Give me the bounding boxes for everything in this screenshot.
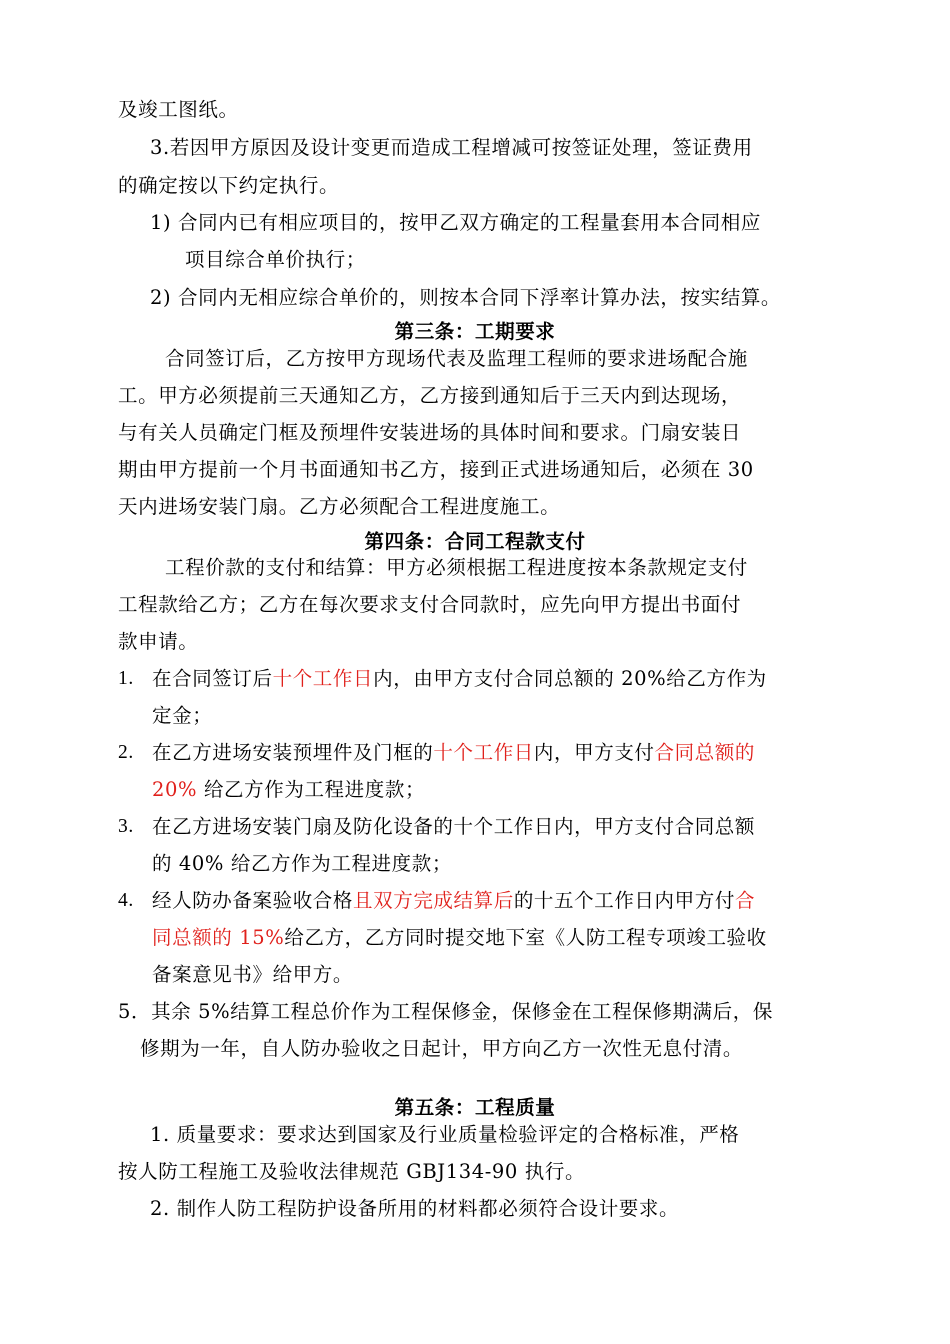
list-item-line: 在乙方进场安装门扇及防化设备的十个工作日内，甲方支付合同总额 bbox=[152, 815, 756, 838]
list-item-line: 备案意见书》给甲方。 bbox=[152, 963, 354, 986]
list-number: 4. bbox=[118, 890, 134, 911]
list-item-line bbox=[152, 739, 755, 767]
paragraph-line: 天内进场安装门扇。乙方必须配合工程进度施工。 bbox=[118, 495, 561, 518]
list-item-line bbox=[152, 776, 425, 804]
highlight-text: 20% bbox=[152, 778, 198, 801]
list-item-line: 修期为一年，自人防办验收之日起计，甲方向乙方一次性无息付清。 bbox=[140, 1037, 744, 1060]
list-number: 2. bbox=[118, 742, 134, 763]
list-number: 1. bbox=[118, 668, 134, 689]
paragraph-line: 款申请。 bbox=[118, 630, 199, 653]
list-item-line bbox=[152, 924, 767, 952]
paragraph-line: 与有关人员确定门框及预埋件安装进场的具体时间和要求。门扇安装日 bbox=[118, 421, 742, 444]
list-item-line: 5．其余 5%结算工程总价作为工程保修金，保修金在工程保修期满后，保 bbox=[118, 1000, 773, 1023]
paragraph-line: 1. 质量要求：要求达到国家及行业质量检验评定的合格标准，严格 bbox=[150, 1123, 740, 1146]
list-number: 3. bbox=[118, 816, 134, 837]
highlight-text: 且双方完成结算后 bbox=[353, 889, 514, 912]
highlight-text: 同总额的 15% bbox=[152, 926, 285, 949]
text-run: 在乙方进场安装预埋件及门框的 bbox=[152, 741, 434, 764]
text-run: 内，甲方支付 bbox=[533, 741, 655, 764]
list-item-line: 1) 合同内已有相应项目的，按甲乙双方确定的工程量套用本合同相应 bbox=[150, 211, 761, 234]
paragraph-line: 3.若因甲方原因及设计变更而造成工程增减可按签证处理，签证费用 bbox=[150, 136, 753, 159]
list-item-line bbox=[152, 887, 755, 915]
section-heading-3: 第三条：工期要求 bbox=[394, 320, 556, 343]
text-run: 给乙方，乙方同时提交地下室《人防工程专项竣工验收 bbox=[284, 926, 767, 949]
section-heading-4: 第四条：合同工程款支付 bbox=[364, 530, 586, 553]
list-item-line: 定金； bbox=[152, 704, 213, 727]
paragraph-line: 按人防工程施工及验收法律规范 GBJ134-90 执行。 bbox=[118, 1160, 586, 1183]
list-item-line bbox=[152, 665, 767, 693]
list-item-line: 2) 合同内无相应综合单价的，则按本合同下浮率计算办法，按实结算。 bbox=[150, 286, 782, 309]
paragraph-line: 工程款给乙方；乙方在每次要求支付合同款时，应先向甲方提出书面付 bbox=[118, 593, 742, 616]
highlight-text: 十个工作日 bbox=[272, 667, 374, 690]
section-heading-5: 第五条：工程质量 bbox=[394, 1096, 556, 1119]
paragraph-line: 及竣工图纸。 bbox=[118, 98, 239, 121]
text-run: 经人防办备案验收合格 bbox=[152, 889, 354, 912]
text-run: 在合同签订后 bbox=[152, 667, 273, 690]
highlight-text: 合同总额的 bbox=[654, 741, 756, 764]
paragraph-line: 合同签订后，乙方按甲方现场代表及监理工程师的要求进场配合施 bbox=[165, 347, 748, 370]
paragraph-line: 工。甲方必须提前三天通知乙方，乙方接到通知后于三天内到达现场， bbox=[118, 384, 742, 407]
list-item-line: 的 40% 给乙方作为工程进度款； bbox=[152, 852, 452, 875]
text-run: 内，由甲方支付合同总额的 20%给乙方作为 bbox=[373, 667, 767, 690]
paragraph-line: 工程价款的支付和结算：甲方必须根据工程进度按本条款规定支付 bbox=[165, 556, 748, 579]
paragraph-line: 期由甲方提前一个月书面通知书乙方，接到正式进场通知后，必须在 30 bbox=[118, 458, 754, 481]
list-item-line: 项目综合单价执行； bbox=[185, 248, 366, 271]
paragraph-line: 2. 制作人防工程防护设备所用的材料都必须符合设计要求。 bbox=[150, 1197, 680, 1220]
paragraph-line: 的确定按以下约定执行。 bbox=[118, 174, 340, 197]
highlight-text: 十个工作日 bbox=[433, 741, 534, 764]
text-run: 给乙方作为工程进度款； bbox=[197, 778, 426, 801]
text-run: 的十五个工作日内甲方付 bbox=[513, 889, 735, 912]
highlight-text: 合 bbox=[734, 889, 756, 912]
